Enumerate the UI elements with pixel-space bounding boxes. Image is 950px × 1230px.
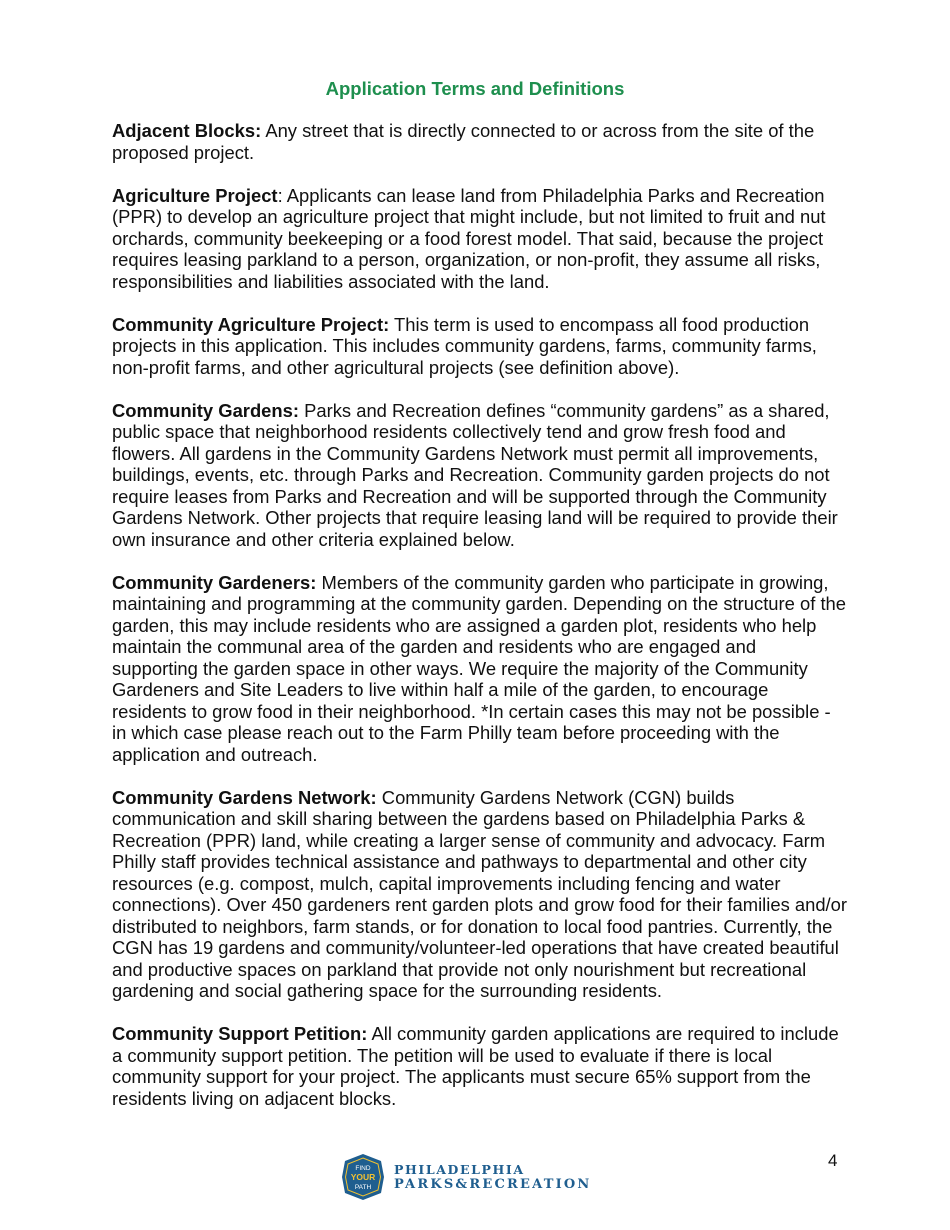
definitions-list bbox=[112, 120, 847, 1131]
definition-term: Community Gardens Network: bbox=[112, 786, 377, 808]
definition-term: Community Gardens: bbox=[112, 399, 299, 421]
definition-community-gardeners bbox=[112, 572, 847, 766]
definition-text: All community garden applications are required to include a community support petition. The petition will be used to evaluate if there is local community support for your project. The applicants must secure 65% support from the residents living on adjacent blocks. bbox=[112, 1023, 839, 1109]
definition-text: : Applicants can lease land from Philadelphia Parks and Recreation (PPR) to develop an agriculture project that might include, but not limited to fruit and nut orchards, community beekeeping or a food forest model. That said, because the project requires leasing parkland to a person, organization, or non-profit, they assume all risks, responsibilities and liabilities associated with the land. bbox=[112, 184, 826, 292]
definition-text: Members of the community garden who participate in growing, maintaining and programming at the community garden. Depending on the structure of the garden, this may include residents who are assigned a garden plot, residents who help maintain the communal area of the garden and residents who are engaged and supporting the garden space in other ways. We require the majority of the Community Gardeners and Site Leaders to live within half a mile of the garden, to encourage residents to grow food in their neighborhood. *In certain cases this may not be possible - in which case please reach out to the Farm Philly team before proceeding with the application and outreach. bbox=[112, 571, 847, 765]
definition-text: Parks and Recreation defines “community gardens” as a shared, public space that neighborhood residents collectively tend and grow fresh food and flowers. All gardens in the Community Gardens Network must permit all improvements, buildings, events, etc. through Parks and Recreation. Community garden projects do not require leases from Parks and Recreation and will be supported through the Community Gardens Network. Other projects that require leasing land will be required to provide their own insurance and other criteria explained below. bbox=[112, 399, 838, 550]
definition-text: Any street that is directly connected to or across from the site of the proposed project. bbox=[112, 120, 815, 163]
definition-term: Community Agriculture Project: bbox=[112, 313, 390, 335]
definition-community-gardens-network bbox=[112, 787, 847, 1002]
definition-term: Community Gardeners: bbox=[112, 571, 317, 593]
definition-community-gardens bbox=[112, 400, 847, 551]
definition-text: Community Gardens Network (CGN) builds communication and skill sharing between the gardens based on Philadelphia Parks & Recreation (PPR) land, while creating a larger sense of community and advocacy. Farm Philly staff provides technical assistance and pathways to departmental and other city resources (e.g. compost, mulch, capital improvements including fencing and water connections). Over 450 gardeners rent garden plots and grow food for their families and/or distributed to neighbors, farm stands, or for donation to local food pantries. Currently, the CGN has 19 gardens and community/volunteer-led operations that have created beautiful and productive spaces on parkland that provide not only nourishment but recreational gardening and social gathering space for the surrounding residents. bbox=[112, 786, 848, 1001]
definition-term: Community Support Petition: bbox=[112, 1023, 368, 1044]
org-name-line-2: PARKS&RECREATION bbox=[394, 1177, 592, 1192]
badge-line-1: FIND bbox=[355, 1165, 371, 1172]
page-title: Application Terms and Definitions bbox=[325, 78, 625, 99]
definition-term: Adjacent Blocks: bbox=[112, 120, 262, 141]
find-your-path-badge-icon bbox=[341, 1153, 385, 1201]
org-name-line-1: PHILADELPHIA bbox=[394, 1162, 525, 1177]
definition-community-support-petition bbox=[112, 1023, 847, 1109]
parks-recreation-logo bbox=[341, 1152, 591, 1202]
org-name bbox=[394, 1162, 591, 1192]
definition-community-agriculture-project bbox=[112, 314, 847, 379]
badge-line-3: PATH bbox=[354, 1184, 372, 1191]
definition-agriculture-project bbox=[112, 185, 847, 293]
definition-term: Agriculture Project bbox=[112, 184, 278, 206]
definition-text: This term is used to encompass all food production projects in this application. This includes community gardens, farms, community farms, non-profit farms, and other agricultural projects (see definition above). bbox=[112, 313, 817, 378]
definition-adjacent-blocks bbox=[112, 120, 847, 163]
page-number: 4 bbox=[828, 1151, 838, 1170]
badge-line-2: YOUR bbox=[350, 1172, 376, 1182]
